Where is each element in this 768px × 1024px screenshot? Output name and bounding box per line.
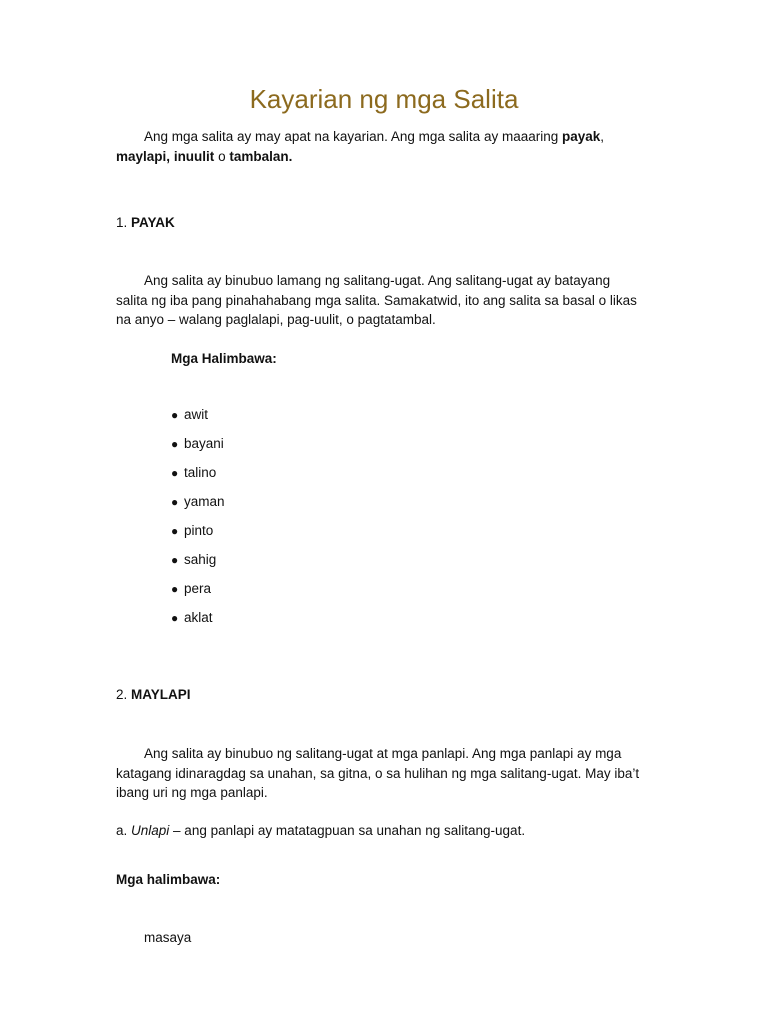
intro-comma-2: , xyxy=(166,148,171,164)
section-2-paragraph: Ang salita ay binubuo ng salitang-ugat at mga panlapi. Ang mga panlapi ay mga katagang idinaragdag sa unahan, sa gitna, o sa hulihan ng mga salitang-ugat. May iba’t ibang uri ng mga panlapi. xyxy=(116,746,640,800)
list-item-text: pinto xyxy=(184,523,214,538)
section-2-heading xyxy=(116,685,191,705)
list-item-text: aklat xyxy=(184,610,213,625)
section-1-number: 1. xyxy=(116,215,132,230)
bullet-icon: ● xyxy=(171,582,179,596)
term-payak: payak xyxy=(561,129,601,144)
list-item xyxy=(171,464,216,482)
section-2-title: MAYLAPI xyxy=(131,687,191,702)
term-tambalan: tambalan xyxy=(229,148,289,164)
list-item xyxy=(171,609,213,627)
examples-label-2: Mga halimbawa: xyxy=(116,872,221,887)
term-maylapi: maylapi xyxy=(116,148,167,164)
sub-a-prefix: a. xyxy=(116,823,132,838)
bullet-icon: ● xyxy=(171,495,179,509)
page-title: Kayarian ng mga Salita xyxy=(249,84,519,114)
list-item xyxy=(171,551,216,569)
bullet-icon: ● xyxy=(171,466,179,480)
section-1-heading xyxy=(116,213,175,233)
term-unlapi: Unlapi xyxy=(131,823,170,838)
section-1-examples-label xyxy=(171,349,277,369)
list-item-text: pera xyxy=(184,581,212,596)
list-item-text: awit xyxy=(184,407,209,422)
bullet-icon: ● xyxy=(171,611,179,625)
list-item xyxy=(171,435,224,453)
term-inuulit: inuulit xyxy=(173,148,215,164)
bullet-icon: ● xyxy=(171,437,179,451)
bullet-icon: ● xyxy=(171,553,179,567)
section-1-paragraph: Ang salita ay binubuo lamang ng salitang-ugat. Ang salitang-ugat ay batayang salita ng iba pang pinahahabang mga salita. Samakatwid, ito ang salita sa basal o likas na anyo – walang paglalapi, pag-uulit, o pagtatambal. xyxy=(116,273,637,327)
list-item-text: talino xyxy=(184,465,217,480)
list-item-text: yaman xyxy=(184,494,225,509)
list-item-text: sahig xyxy=(184,552,217,567)
intro-paragraph xyxy=(116,127,636,166)
example-word: masaya xyxy=(144,930,192,945)
bullet-icon: ● xyxy=(171,408,179,422)
list-item xyxy=(171,580,211,598)
bullet-icon: ● xyxy=(171,524,179,538)
list-item-text: bayani xyxy=(184,436,224,451)
intro-period: . xyxy=(288,148,293,164)
section-2-examples-label xyxy=(116,870,220,890)
unlapi-definition-text: – ang panlapi ay matatagpuan sa unahan ng salitang-ugat. xyxy=(169,823,526,838)
list-item xyxy=(171,493,225,511)
section-2-number: 2. xyxy=(116,687,132,702)
unlapi-definition xyxy=(116,821,525,841)
intro-text: Ang mga salita ay may apat na kayarian. Ang mga salita ay maaaring xyxy=(144,129,562,144)
intro-comma: , xyxy=(600,129,605,144)
list-item xyxy=(171,406,208,424)
intro-or: o xyxy=(214,148,230,164)
section-1-title: PAYAK xyxy=(131,215,175,230)
examples-label: Mga Halimbawa: xyxy=(171,351,277,366)
list-item xyxy=(171,522,213,540)
